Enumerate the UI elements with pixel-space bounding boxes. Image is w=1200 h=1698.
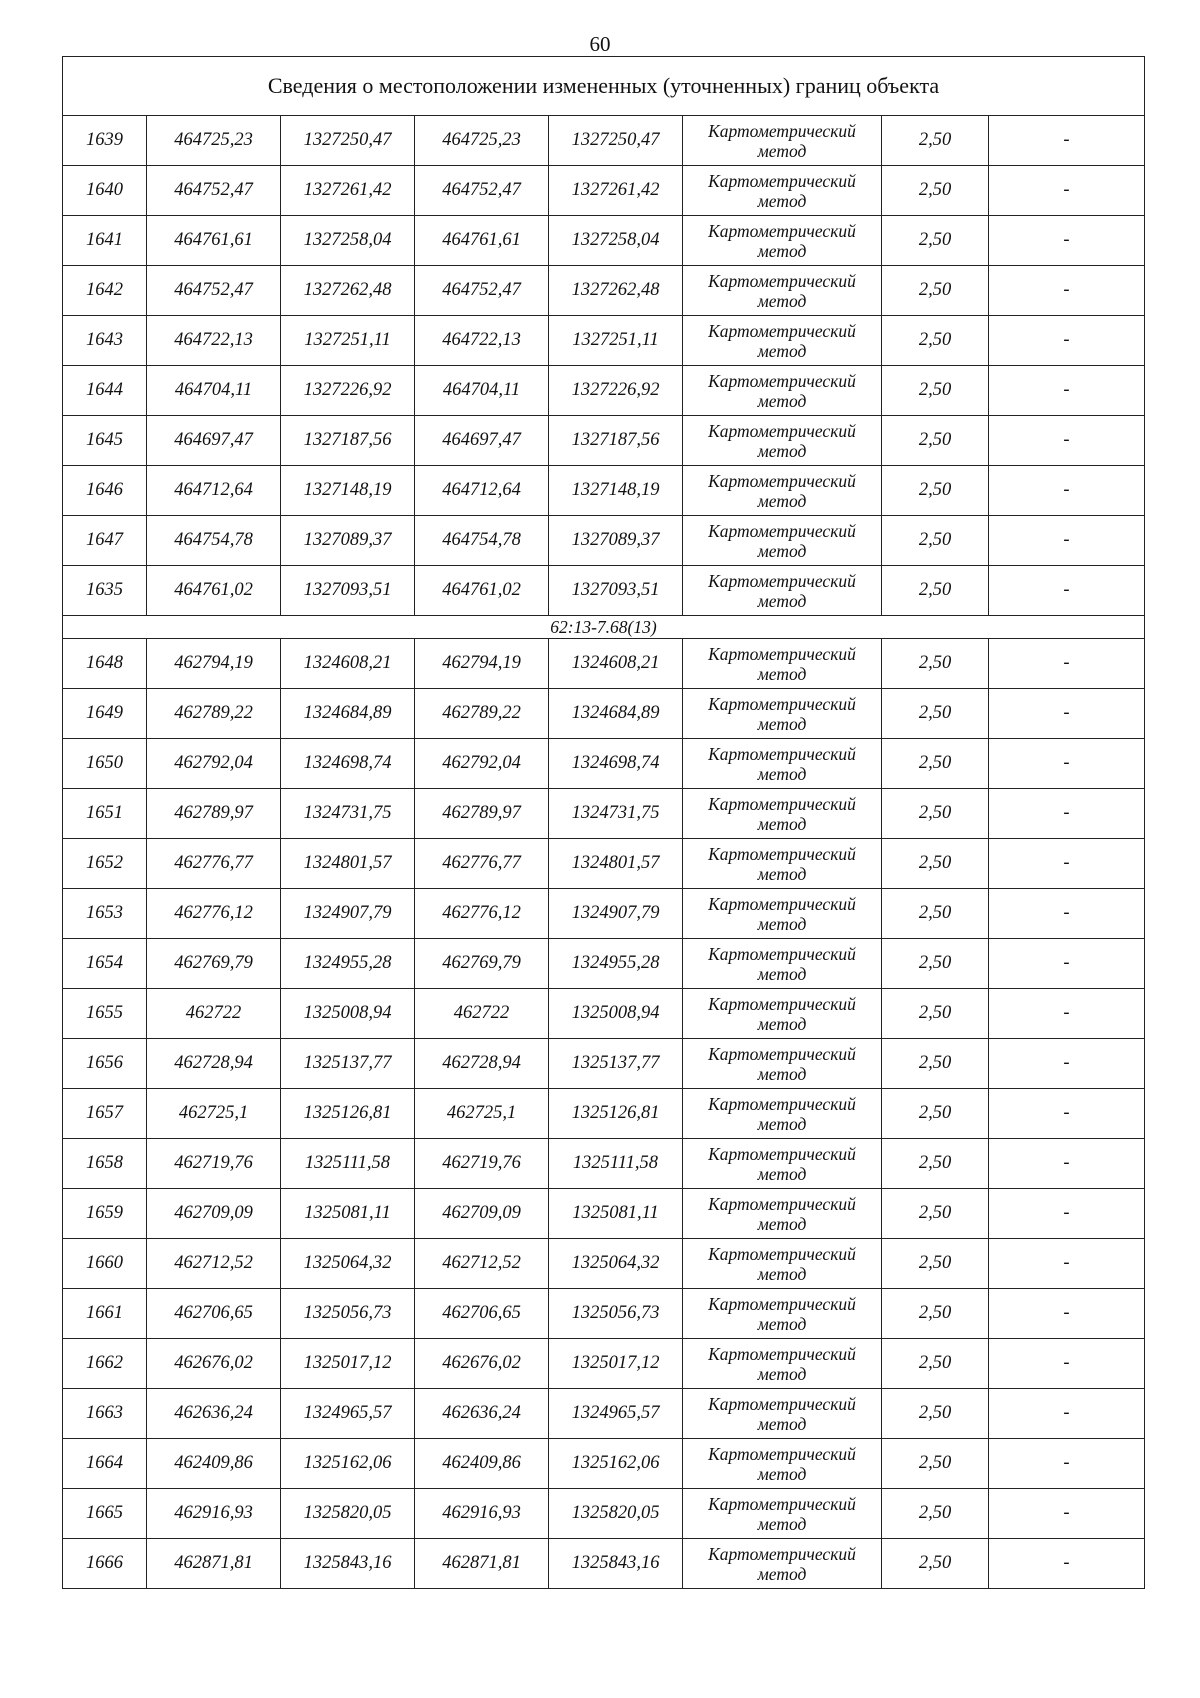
point-number-cell: 1666 — [63, 1539, 147, 1589]
note-cell: - — [989, 689, 1145, 739]
accuracy-cell: 2,50 — [882, 1539, 989, 1589]
accuracy-cell: 2,50 — [882, 216, 989, 266]
existing-x-cell: 462916,93 — [147, 1489, 281, 1539]
accuracy-cell: 2,50 — [882, 266, 989, 316]
existing-y-cell: 1324965,57 — [281, 1389, 415, 1439]
table-row — [63, 889, 1145, 939]
refined-y-cell: 1324801,57 — [549, 839, 683, 889]
refined-x-cell: 462712,52 — [415, 1239, 549, 1289]
existing-y-cell: 1327261,42 — [281, 166, 415, 216]
existing-y-cell: 1325056,73 — [281, 1289, 415, 1339]
note-cell: - — [989, 1139, 1145, 1189]
existing-x-cell: 462709,09 — [147, 1189, 281, 1239]
table-row — [63, 1389, 1145, 1439]
table-row — [63, 1289, 1145, 1339]
table-row — [63, 1539, 1145, 1589]
table-title: Сведения о местоположении измененных (уточненных) границ объекта — [63, 57, 1145, 116]
refined-y-cell: 1324684,89 — [549, 689, 683, 739]
existing-x-cell: 464712,64 — [147, 466, 281, 516]
note-cell: - — [989, 466, 1145, 516]
refined-y-cell: 1325064,32 — [549, 1239, 683, 1289]
existing-x-cell: 462792,04 — [147, 739, 281, 789]
table-body — [63, 57, 1145, 1589]
refined-x-cell: 464761,61 — [415, 216, 549, 266]
method-cell: Картометрический метод — [683, 1189, 882, 1239]
table-row — [63, 266, 1145, 316]
point-number-cell: 1643 — [63, 316, 147, 366]
point-number-cell: 1655 — [63, 989, 147, 1039]
point-number-cell: 1654 — [63, 939, 147, 989]
refined-y-cell: 1327226,92 — [549, 366, 683, 416]
note-cell: - — [989, 516, 1145, 566]
note-cell: - — [989, 989, 1145, 1039]
accuracy-cell: 2,50 — [882, 366, 989, 416]
existing-y-cell: 1325017,12 — [281, 1339, 415, 1389]
point-number-cell: 1656 — [63, 1039, 147, 1089]
accuracy-cell: 2,50 — [882, 939, 989, 989]
table-row — [63, 166, 1145, 216]
note-cell: - — [989, 116, 1145, 166]
existing-x-cell: 462636,24 — [147, 1389, 281, 1439]
method-cell: Картометрический метод — [683, 889, 882, 939]
point-number-cell: 1650 — [63, 739, 147, 789]
method-cell: Картометрический метод — [683, 1339, 882, 1389]
table-row — [63, 1039, 1145, 1089]
existing-x-cell: 462676,02 — [147, 1339, 281, 1389]
point-number-cell: 1640 — [63, 166, 147, 216]
point-number-cell: 1659 — [63, 1189, 147, 1239]
table-row — [63, 1489, 1145, 1539]
existing-y-cell: 1324608,21 — [281, 639, 415, 689]
existing-y-cell: 1327148,19 — [281, 466, 415, 516]
method-cell: Картометрический метод — [683, 466, 882, 516]
existing-y-cell: 1324684,89 — [281, 689, 415, 739]
refined-x-cell: 462916,93 — [415, 1489, 549, 1539]
table-row — [63, 116, 1145, 166]
refined-x-cell: 462728,94 — [415, 1039, 549, 1089]
refined-y-cell: 1325126,81 — [549, 1089, 683, 1139]
accuracy-cell: 2,50 — [882, 1189, 989, 1239]
table-row — [63, 689, 1145, 739]
refined-x-cell: 462776,12 — [415, 889, 549, 939]
refined-x-cell: 462409,86 — [415, 1439, 549, 1489]
method-cell: Картометрический метод — [683, 839, 882, 889]
existing-y-cell: 1327093,51 — [281, 566, 415, 616]
note-cell: - — [989, 1089, 1145, 1139]
refined-x-cell: 464752,47 — [415, 166, 549, 216]
table-row — [63, 1239, 1145, 1289]
refined-x-cell: 462769,79 — [415, 939, 549, 989]
existing-x-cell: 464697,47 — [147, 416, 281, 466]
table-row — [63, 566, 1145, 616]
refined-x-cell: 462719,76 — [415, 1139, 549, 1189]
parcel-group-row — [63, 616, 1145, 639]
refined-y-cell: 1325137,77 — [549, 1039, 683, 1089]
refined-x-cell: 462789,22 — [415, 689, 549, 739]
method-cell: Картометрический метод — [683, 1539, 882, 1589]
method-cell: Картометрический метод — [683, 516, 882, 566]
table-row — [63, 1439, 1145, 1489]
existing-y-cell: 1325111,58 — [281, 1139, 415, 1189]
accuracy-cell: 2,50 — [882, 1339, 989, 1389]
table-row — [63, 216, 1145, 266]
existing-x-cell: 462719,76 — [147, 1139, 281, 1189]
existing-x-cell: 464752,47 — [147, 266, 281, 316]
accuracy-cell: 2,50 — [882, 566, 989, 616]
point-number-cell: 1664 — [63, 1439, 147, 1489]
point-number-cell: 1645 — [63, 416, 147, 466]
existing-x-cell: 464754,78 — [147, 516, 281, 566]
refined-y-cell: 1324731,75 — [549, 789, 683, 839]
existing-x-cell: 462789,22 — [147, 689, 281, 739]
method-cell: Картометрический метод — [683, 689, 882, 739]
note-cell: - — [989, 1189, 1145, 1239]
method-cell: Картометрический метод — [683, 1439, 882, 1489]
method-cell: Картометрический метод — [683, 639, 882, 689]
note-cell: - — [989, 1539, 1145, 1589]
accuracy-cell: 2,50 — [882, 1089, 989, 1139]
table-row — [63, 466, 1145, 516]
existing-x-cell: 464761,02 — [147, 566, 281, 616]
table-row — [63, 516, 1145, 566]
note-cell: - — [989, 266, 1145, 316]
method-cell: Картометрический метод — [683, 1489, 882, 1539]
existing-y-cell: 1324801,57 — [281, 839, 415, 889]
refined-y-cell: 1325008,94 — [549, 989, 683, 1039]
existing-x-cell: 462728,94 — [147, 1039, 281, 1089]
refined-y-cell: 1324698,74 — [549, 739, 683, 789]
accuracy-cell: 2,50 — [882, 789, 989, 839]
point-number-cell: 1641 — [63, 216, 147, 266]
refined-y-cell: 1325843,16 — [549, 1539, 683, 1589]
method-cell: Картометрический метод — [683, 216, 882, 266]
table-row — [63, 316, 1145, 366]
accuracy-cell: 2,50 — [882, 689, 989, 739]
existing-y-cell: 1327250,47 — [281, 116, 415, 166]
note-cell: - — [989, 1039, 1145, 1089]
refined-y-cell: 1327250,47 — [549, 116, 683, 166]
method-cell: Картометрический метод — [683, 1389, 882, 1439]
accuracy-cell: 2,50 — [882, 466, 989, 516]
point-number-cell: 1661 — [63, 1289, 147, 1339]
point-number-cell: 1658 — [63, 1139, 147, 1189]
refined-x-cell: 462725,1 — [415, 1089, 549, 1139]
note-cell: - — [989, 1389, 1145, 1439]
existing-x-cell: 462712,52 — [147, 1239, 281, 1289]
existing-y-cell: 1324731,75 — [281, 789, 415, 839]
note-cell: - — [989, 416, 1145, 466]
table-row — [63, 789, 1145, 839]
refined-x-cell: 462676,02 — [415, 1339, 549, 1389]
refined-x-cell: 464752,47 — [415, 266, 549, 316]
refined-x-cell: 464697,47 — [415, 416, 549, 466]
existing-x-cell: 462789,97 — [147, 789, 281, 839]
refined-x-cell: 464754,78 — [415, 516, 549, 566]
refined-y-cell: 1325111,58 — [549, 1139, 683, 1189]
existing-y-cell: 1325820,05 — [281, 1489, 415, 1539]
note-cell: - — [989, 639, 1145, 689]
method-cell: Картометрический метод — [683, 1089, 882, 1139]
existing-y-cell: 1327262,48 — [281, 266, 415, 316]
refined-x-cell: 462792,04 — [415, 739, 549, 789]
existing-x-cell: 464704,11 — [147, 366, 281, 416]
point-number-cell: 1653 — [63, 889, 147, 939]
point-number-cell: 1651 — [63, 789, 147, 839]
refined-y-cell: 1325056,73 — [549, 1289, 683, 1339]
note-cell: - — [989, 366, 1145, 416]
point-number-cell: 1639 — [63, 116, 147, 166]
refined-x-cell: 464704,11 — [415, 366, 549, 416]
refined-x-cell: 462776,77 — [415, 839, 549, 889]
method-cell: Картометрический метод — [683, 789, 882, 839]
accuracy-cell: 2,50 — [882, 1239, 989, 1289]
parcel-group-label: 62:13-7.68(13) — [63, 616, 1145, 639]
refined-x-cell: 464712,64 — [415, 466, 549, 516]
existing-x-cell: 462776,77 — [147, 839, 281, 889]
table-row — [63, 366, 1145, 416]
note-cell: - — [989, 789, 1145, 839]
existing-x-cell: 464761,61 — [147, 216, 281, 266]
refined-y-cell: 1327251,11 — [549, 316, 683, 366]
existing-x-cell: 462776,12 — [147, 889, 281, 939]
accuracy-cell: 2,50 — [882, 416, 989, 466]
refined-y-cell: 1327262,48 — [549, 266, 683, 316]
table-row — [63, 1189, 1145, 1239]
table-row — [63, 839, 1145, 889]
method-cell: Картометрический метод — [683, 366, 882, 416]
table-row — [63, 939, 1145, 989]
existing-y-cell: 1324955,28 — [281, 939, 415, 989]
method-cell: Картометрический метод — [683, 939, 882, 989]
point-number-cell: 1648 — [63, 639, 147, 689]
method-cell: Картометрический метод — [683, 416, 882, 466]
method-cell: Картометрический метод — [683, 166, 882, 216]
point-number-cell: 1649 — [63, 689, 147, 739]
existing-y-cell: 1327089,37 — [281, 516, 415, 566]
boundary-coordinates-table — [62, 56, 1145, 1589]
refined-x-cell: 464722,13 — [415, 316, 549, 366]
note-cell: - — [989, 1339, 1145, 1389]
table-title-row — [63, 57, 1145, 116]
point-number-cell: 1642 — [63, 266, 147, 316]
refined-x-cell: 462709,09 — [415, 1189, 549, 1239]
note-cell: - — [989, 166, 1145, 216]
accuracy-cell: 2,50 — [882, 1139, 989, 1189]
point-number-cell: 1665 — [63, 1489, 147, 1539]
existing-x-cell: 462722 — [147, 989, 281, 1039]
accuracy-cell: 2,50 — [882, 1489, 989, 1539]
point-number-cell: 1646 — [63, 466, 147, 516]
refined-x-cell: 464761,02 — [415, 566, 549, 616]
method-cell: Картометрический метод — [683, 266, 882, 316]
method-cell: Картометрический метод — [683, 1039, 882, 1089]
refined-y-cell: 1327258,04 — [549, 216, 683, 266]
note-cell: - — [989, 1489, 1145, 1539]
table-row — [63, 989, 1145, 1039]
note-cell: - — [989, 316, 1145, 366]
note-cell: - — [989, 939, 1145, 989]
accuracy-cell: 2,50 — [882, 166, 989, 216]
accuracy-cell: 2,50 — [882, 889, 989, 939]
existing-y-cell: 1325064,32 — [281, 1239, 415, 1289]
refined-y-cell: 1325081,11 — [549, 1189, 683, 1239]
refined-y-cell: 1327089,37 — [549, 516, 683, 566]
point-number-cell: 1644 — [63, 366, 147, 416]
point-number-cell: 1647 — [63, 516, 147, 566]
note-cell: - — [989, 889, 1145, 939]
refined-y-cell: 1327187,56 — [549, 416, 683, 466]
table-row — [63, 1139, 1145, 1189]
method-cell: Картометрический метод — [683, 1239, 882, 1289]
existing-y-cell: 1324907,79 — [281, 889, 415, 939]
method-cell: Картометрический метод — [683, 566, 882, 616]
accuracy-cell: 2,50 — [882, 639, 989, 689]
refined-y-cell: 1327148,19 — [549, 466, 683, 516]
existing-y-cell: 1327226,92 — [281, 366, 415, 416]
note-cell: - — [989, 1439, 1145, 1489]
existing-y-cell: 1325008,94 — [281, 989, 415, 1039]
point-number-cell: 1663 — [63, 1389, 147, 1439]
method-cell: Картометрический метод — [683, 1289, 882, 1339]
table-row — [63, 416, 1145, 466]
refined-y-cell: 1327261,42 — [549, 166, 683, 216]
accuracy-cell: 2,50 — [882, 516, 989, 566]
refined-y-cell: 1325017,12 — [549, 1339, 683, 1389]
existing-y-cell: 1325162,06 — [281, 1439, 415, 1489]
table-row — [63, 1089, 1145, 1139]
point-number-cell: 1657 — [63, 1089, 147, 1139]
note-cell: - — [989, 839, 1145, 889]
existing-y-cell: 1325126,81 — [281, 1089, 415, 1139]
note-cell: - — [989, 216, 1145, 266]
note-cell: - — [989, 739, 1145, 789]
refined-x-cell: 464725,23 — [415, 116, 549, 166]
point-number-cell: 1662 — [63, 1339, 147, 1389]
existing-y-cell: 1327258,04 — [281, 216, 415, 266]
accuracy-cell: 2,50 — [882, 1039, 989, 1089]
accuracy-cell: 2,50 — [882, 116, 989, 166]
method-cell: Картометрический метод — [683, 116, 882, 166]
refined-y-cell: 1324907,79 — [549, 889, 683, 939]
existing-x-cell: 462409,86 — [147, 1439, 281, 1489]
refined-y-cell: 1327093,51 — [549, 566, 683, 616]
existing-y-cell: 1324698,74 — [281, 739, 415, 789]
accuracy-cell: 2,50 — [882, 989, 989, 1039]
accuracy-cell: 2,50 — [882, 839, 989, 889]
existing-x-cell: 462725,1 — [147, 1089, 281, 1139]
note-cell: - — [989, 566, 1145, 616]
existing-x-cell: 462706,65 — [147, 1289, 281, 1339]
method-cell: Картометрический метод — [683, 316, 882, 366]
method-cell: Картометрический метод — [683, 989, 882, 1039]
refined-y-cell: 1324965,57 — [549, 1389, 683, 1439]
method-cell: Картометрический метод — [683, 739, 882, 789]
note-cell: - — [989, 1239, 1145, 1289]
method-cell: Картометрический метод — [683, 1139, 882, 1189]
existing-x-cell: 464722,13 — [147, 316, 281, 366]
existing-y-cell: 1327251,11 — [281, 316, 415, 366]
existing-x-cell: 462769,79 — [147, 939, 281, 989]
accuracy-cell: 2,50 — [882, 739, 989, 789]
table-row — [63, 639, 1145, 689]
refined-x-cell: 462794,19 — [415, 639, 549, 689]
refined-x-cell: 462722 — [415, 989, 549, 1039]
point-number-cell: 1652 — [63, 839, 147, 889]
accuracy-cell: 2,50 — [882, 1389, 989, 1439]
refined-y-cell: 1325820,05 — [549, 1489, 683, 1539]
refined-x-cell: 462789,97 — [415, 789, 549, 839]
existing-y-cell: 1325843,16 — [281, 1539, 415, 1589]
accuracy-cell: 2,50 — [882, 1439, 989, 1489]
note-cell: - — [989, 1289, 1145, 1339]
existing-x-cell: 462794,19 — [147, 639, 281, 689]
refined-x-cell: 462871,81 — [415, 1539, 549, 1589]
refined-y-cell: 1324955,28 — [549, 939, 683, 989]
page-number: 60 — [589, 32, 611, 56]
table-row — [63, 1339, 1145, 1389]
existing-x-cell: 464752,47 — [147, 166, 281, 216]
refined-x-cell: 462706,65 — [415, 1289, 549, 1339]
refined-y-cell: 1324608,21 — [549, 639, 683, 689]
refined-y-cell: 1325162,06 — [549, 1439, 683, 1489]
existing-x-cell: 464725,23 — [147, 116, 281, 166]
existing-y-cell: 1325081,11 — [281, 1189, 415, 1239]
accuracy-cell: 2,50 — [882, 316, 989, 366]
existing-y-cell: 1325137,77 — [281, 1039, 415, 1089]
point-number-cell: 1660 — [63, 1239, 147, 1289]
existing-x-cell: 462871,81 — [147, 1539, 281, 1589]
existing-y-cell: 1327187,56 — [281, 416, 415, 466]
table-row — [63, 739, 1145, 789]
point-number-cell: 1635 — [63, 566, 147, 616]
accuracy-cell: 2,50 — [882, 1289, 989, 1339]
refined-x-cell: 462636,24 — [415, 1389, 549, 1439]
